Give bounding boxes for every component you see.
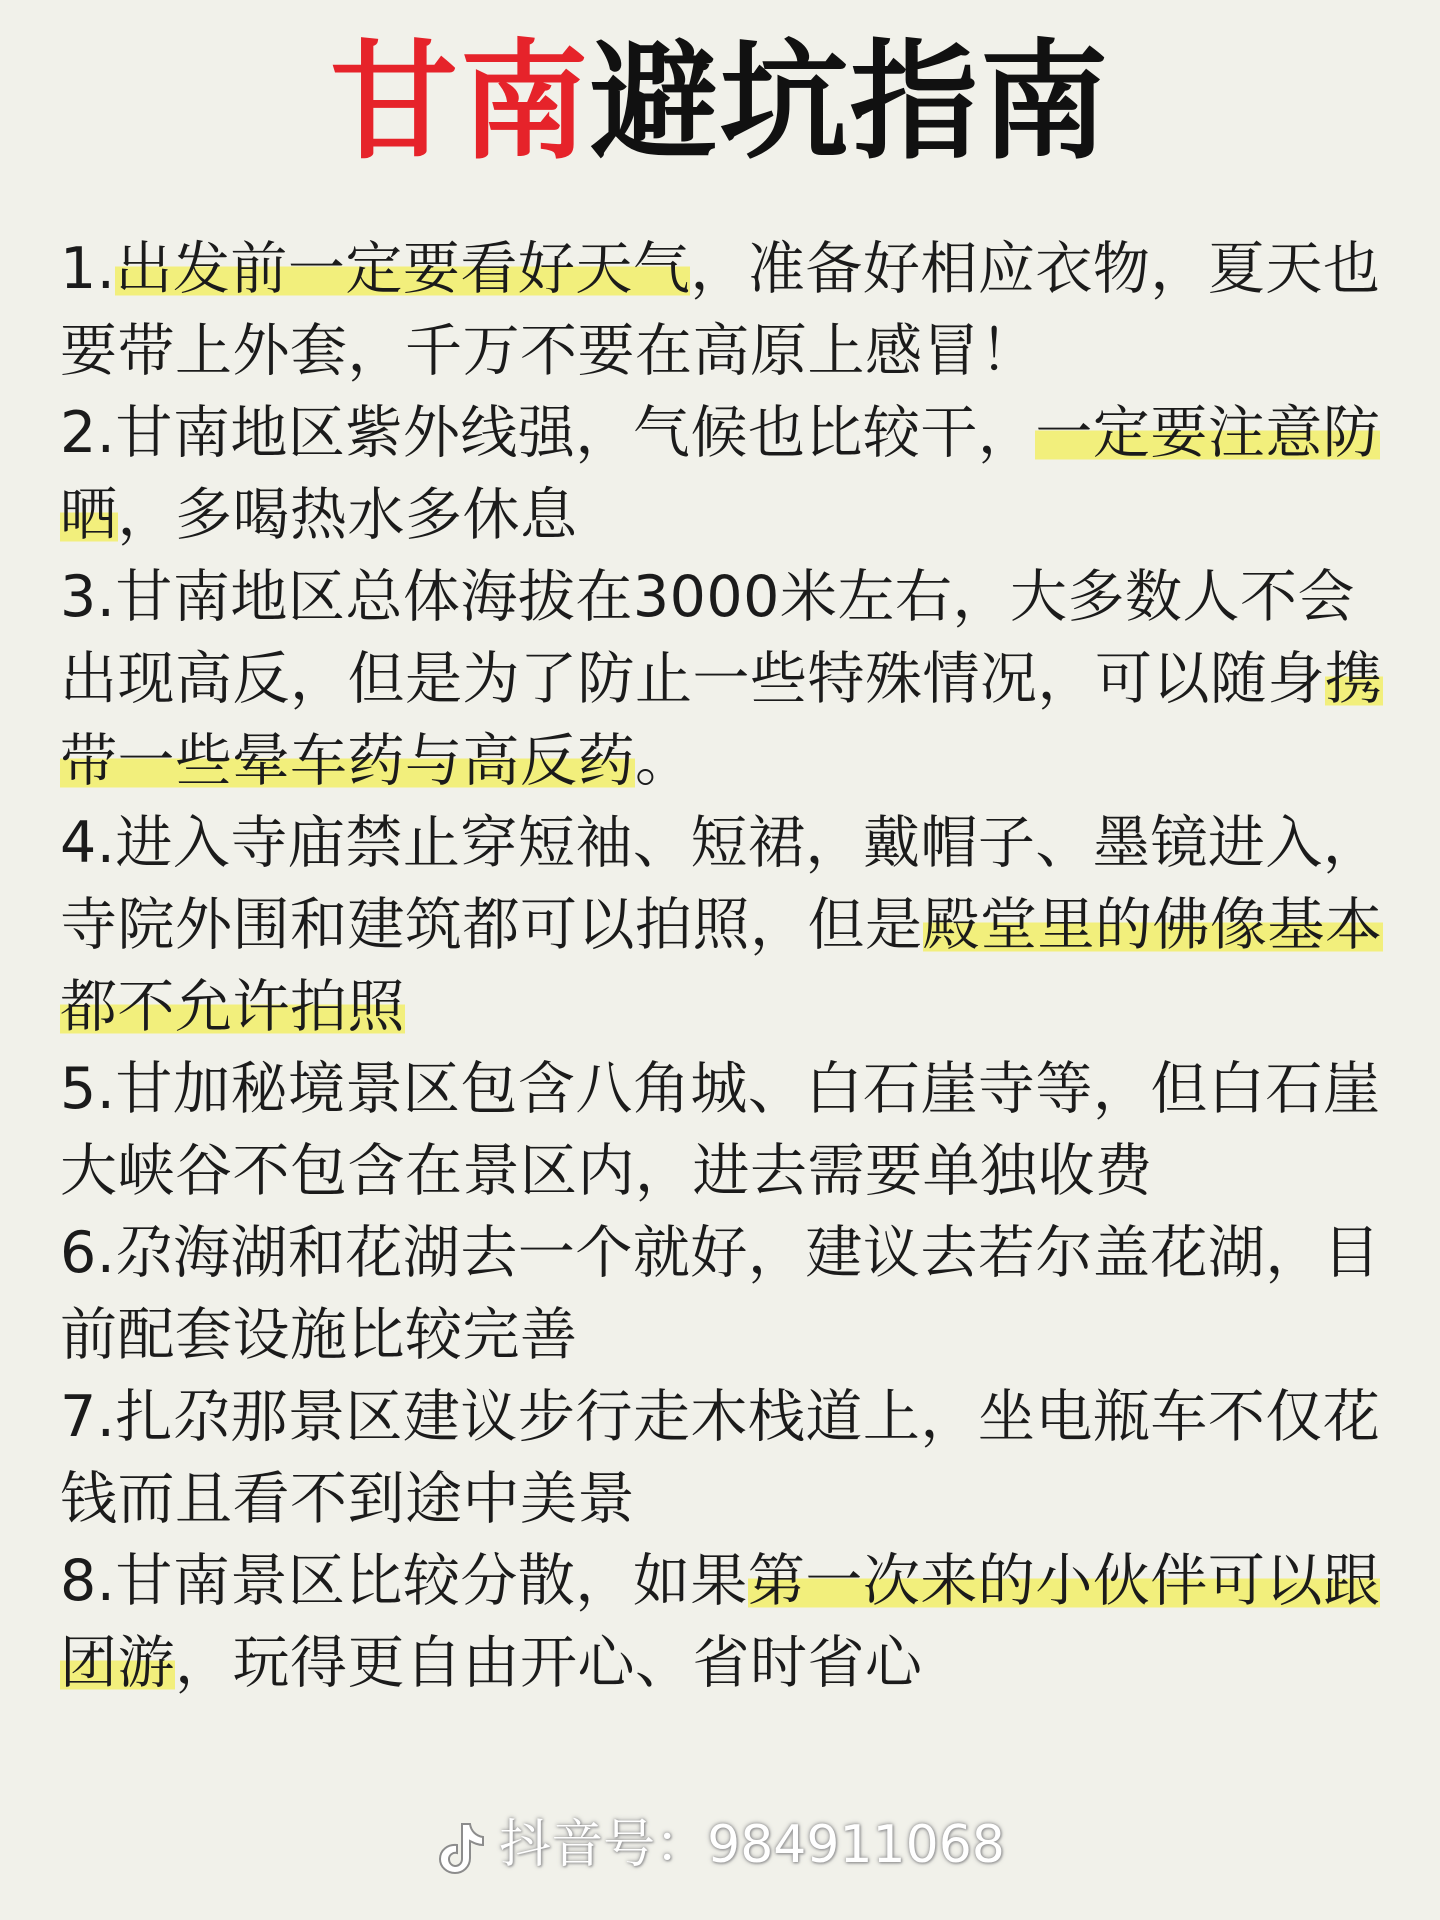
watermark xyxy=(0,1810,1440,1880)
tip-text: 5.甘加秘境景区包含八角城、白石崖寺等，但白石崖大峡谷不包含在景区内，进去需要单独收费 xyxy=(60,1056,1381,1204)
tip-text: ，准备好相应衣物，夏天也要带上外套，千万不要在高原上感冒！ xyxy=(60,236,1381,384)
watermark-label: 抖音号：984911068 xyxy=(499,1815,1005,1875)
tip-text: 1. xyxy=(60,236,116,302)
tip-item-7 xyxy=(60,1376,1390,1540)
tip-text: ，玩得更自由开心、省时省心 xyxy=(175,1630,923,1696)
tip-text: 7.扎尕那景区建议步行走木栈道上，坐电瓶车不仅花钱而且看不到途中美景 xyxy=(60,1384,1381,1532)
tip-item-2 xyxy=(60,392,1390,556)
tip-highlight: 一定要注意防晒 xyxy=(60,400,1381,548)
title-red-part: 甘南 xyxy=(329,28,590,177)
tip-item-6 xyxy=(60,1212,1390,1376)
tip-text: 。 xyxy=(635,728,693,794)
tip-item-4 xyxy=(60,802,1390,1048)
tip-text: 8.甘南景区比较分散，如果 xyxy=(60,1548,748,1614)
tip-text: 3.甘南地区总体海拔在3000米左右，大多数人不会出现高反，但是为了防止一些特殊情况，可以随身 xyxy=(60,564,1355,712)
page-title xyxy=(0,28,1440,178)
tip-text: 2.甘南地区紫外线强，气候也比较干， xyxy=(60,400,1036,466)
tip-highlight: 第一次来的小伙伴可以跟团游 xyxy=(60,1548,1381,1696)
douyin-logo-icon xyxy=(435,1820,485,1876)
tip-highlight: 殿堂里的佛像基本都不允许拍照 xyxy=(60,892,1383,1040)
tip-item-8 xyxy=(60,1540,1390,1704)
tip-text: 4.进入寺庙禁止穿短袖、短裙，戴帽子、墨镜进入，寺院外围和建筑都可以拍照，但是 xyxy=(60,810,1381,958)
tip-text: 6.尕海湖和花湖去一个就好，建议去若尔盖花湖，目前配套设施比较完善 xyxy=(60,1220,1381,1368)
tip-item-1 xyxy=(60,228,1390,392)
tip-highlight: 出发前一定要看好天气 xyxy=(115,236,691,302)
tip-text: ，多喝热水多休息 xyxy=(117,482,578,548)
title-black-part: 避坑指南 xyxy=(590,28,1111,177)
tips-list xyxy=(60,228,1390,1704)
tip-item-3 xyxy=(60,556,1390,802)
tip-highlight: 携带一些晕车药与高反药 xyxy=(60,646,1383,794)
tip-item-5 xyxy=(60,1048,1390,1212)
